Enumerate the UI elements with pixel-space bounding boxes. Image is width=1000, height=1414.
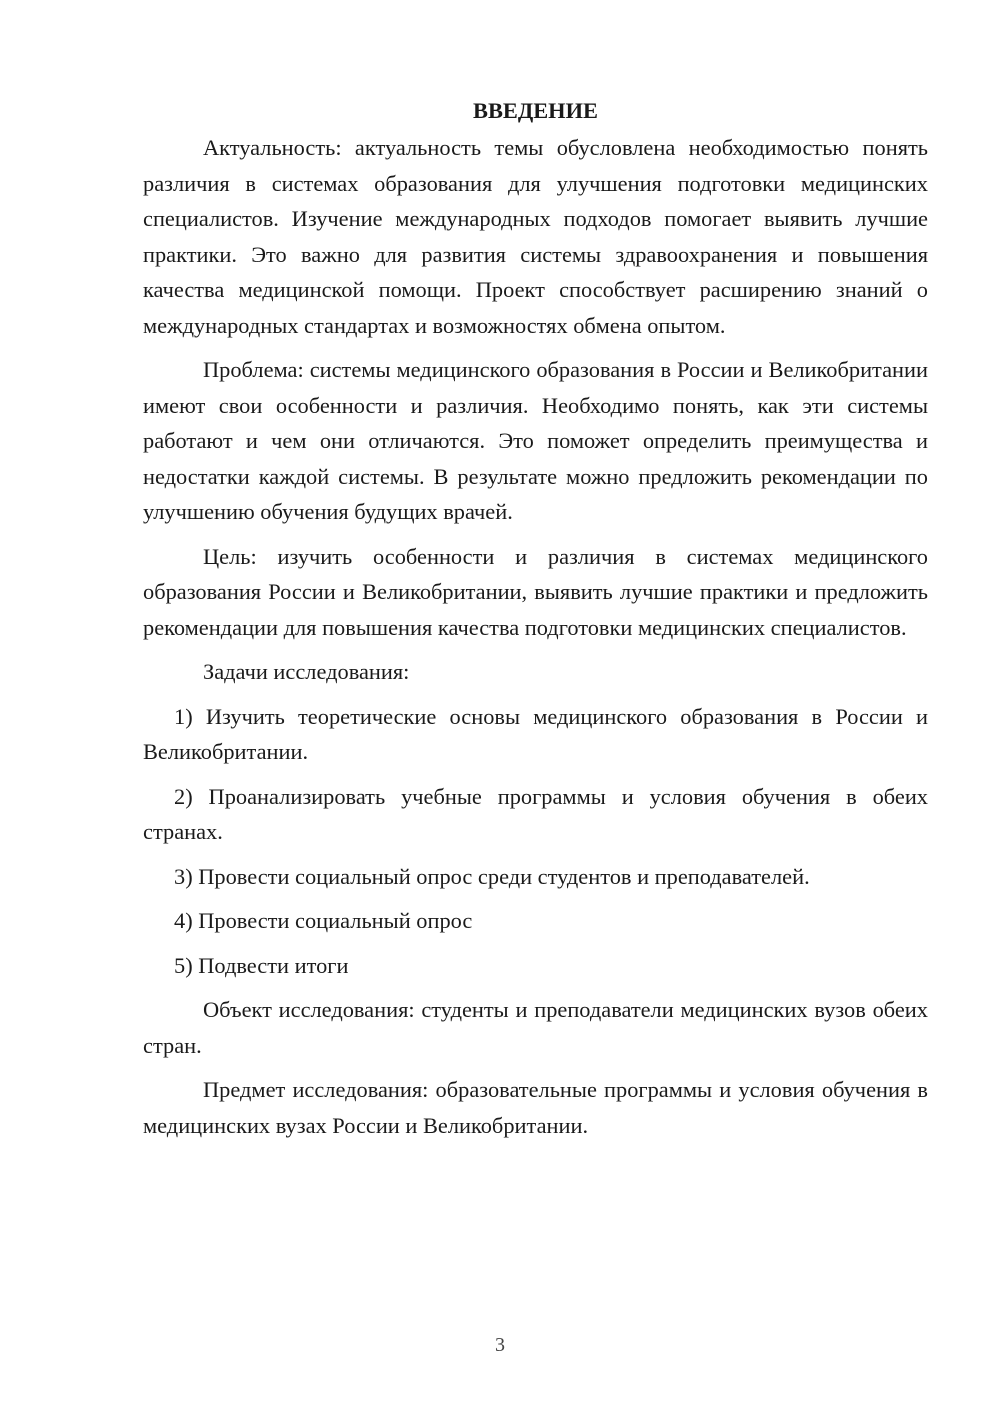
paragraph-relevance: Актуальность: актуальность темы обусловлена необходимостью понять различия в системах образования для улучшения подготовки медицинских специалистов. Изучение международных подходов помогает выявить лучшие практики. Это важно для развития системы здравоохранения и повышения качества медицинской помощи. Проект способствует расширению знаний о международных стандартах и возможностях обмена опытом. (143, 135, 928, 338)
task-item-2: 2) Проанализировать учебные программы и условия обучения в обеих странах. (143, 783, 928, 844)
section-title: ВВЕДЕНИЕ (473, 98, 598, 123)
document-page (143, 92, 928, 1143)
paragraph-object: Объект исследования: студенты и преподаватели медицинских вузов обеих стран. (143, 997, 928, 1058)
task-item-5: 5) Подвести итоги (174, 952, 349, 978)
paragraph-problem: Проблема: системы медицинского образования в России и Великобритании имеют свои особенности и различия. Необходимо понять, как эти системы работают и чем они отличаются. Это поможет определить преимущества и недостатки каждой системы. В результате можно предложить рекомендации по улучшению обучения будущих врачей. (143, 357, 928, 524)
paragraph-subject: Предмет исследования: образовательные программы и условия обучения в медицинских вузах России и Великобритании. (143, 1077, 928, 1138)
task-item-1: 1) Изучить теоретические основы медицинского образования в России и Великобритании. (143, 703, 928, 764)
page-number: 3 (495, 1334, 505, 1356)
paragraph-goal: Цель: изучить особенности и различия в системах медицинского образования России и Великобритании, выявить лучшие практики и предложить рекомендации для повышения качества подготовки медицинских специалистов. (143, 543, 928, 640)
task-item-3: 3) Провести социальный опрос среди студентов и преподавателей. (174, 863, 810, 889)
tasks-heading: Задачи исследования: (203, 659, 410, 684)
task-item-4: 4) Провести социальный опрос (174, 908, 473, 933)
